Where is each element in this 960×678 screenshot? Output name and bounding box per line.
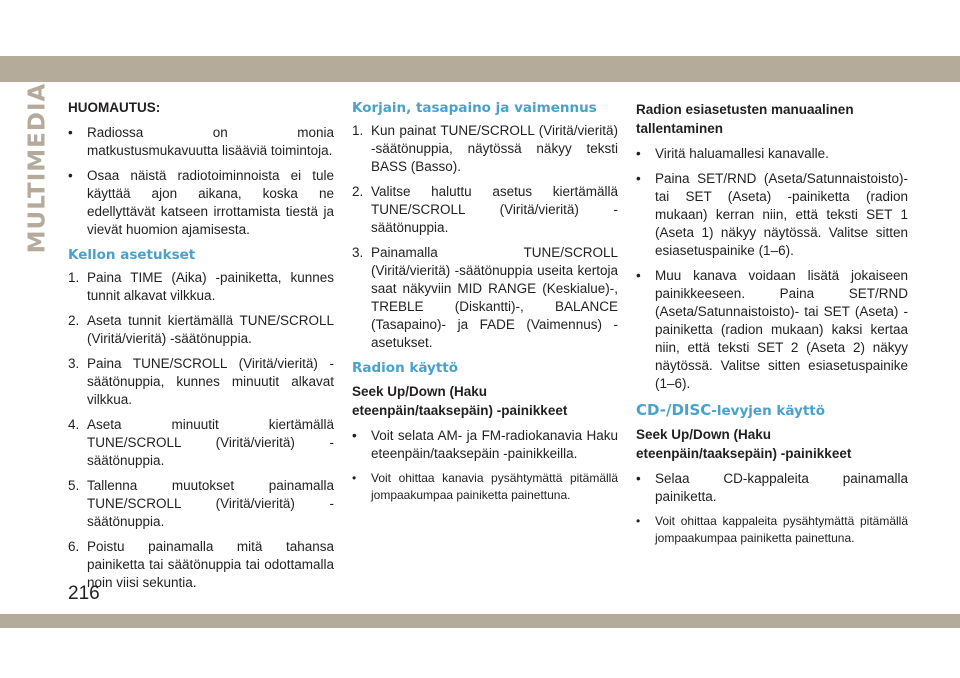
clock-step-text: Poistu painamalla mitä tahansa painiketta tai säätönuppia tai odottamalla noin viisi sekuntia. <box>87 539 334 590</box>
bullet: • <box>636 146 641 161</box>
tone-heading: Korjain, tasapaino ja vaimennus <box>352 100 597 116</box>
tone-step-text: Kun painat TUNE/SCROLL (Viritä/vieritä) -säätönuppia, näytössä näkyy teksti BASS (Basso). <box>371 123 618 174</box>
clock-step <box>68 477 334 531</box>
section-side-tab <box>22 82 52 254</box>
bullet: • <box>352 428 357 443</box>
cd-item <box>636 470 908 506</box>
bullet: • <box>68 125 73 140</box>
preset-item-text: Muu kanava voidaan lisätä jokaiseen painikkeeseen. Paina SET/RND (Aseta/Satunnaistoisto)- tai SET (Aseta) -painiketta (radion mukaan) kaksi kertaa niin, että teksti SET 2 (Aseta 2) näkyy näytössä. Valitse sitten esiasetuspainike (1–6). <box>655 268 908 391</box>
note-item-text: Radiossa on monia matkustusmukavuutta lisääviä toimintoja. <box>87 125 334 158</box>
tone-step-text: Painamalla TUNE/SCROLL (Viritä/vieritä) -säätönuppia useita kertoja saat näkyviin MID RANGE (Keskialue)-, TREBLE (Diskantti)-, BALANCE (Tasapaino)- ja FADE (Vaimennus) -asetukset. <box>371 245 618 350</box>
bullet: • <box>636 514 641 528</box>
bullet: • <box>352 471 357 485</box>
seek-item-text: Voit selata AM- ja FM-radiokanavia Haku eteenpäin/taaksepäin -painikkeilla. <box>371 428 618 461</box>
top-margin <box>0 0 960 56</box>
seek-heading: Seek Up/Down (Haku eteenpäin/taaksepäin) -painikkeet <box>352 384 568 418</box>
tone-step-text: Valitse haluttu asetus kiertämällä TUNE/SCROLL (Viritä/vieritä) -säätönuppia. <box>371 184 618 235</box>
bullet: • <box>636 171 641 186</box>
page-number: 216 <box>68 583 100 604</box>
step-number: 2. <box>352 184 364 199</box>
column-right <box>636 100 908 554</box>
bullet: • <box>636 471 641 486</box>
note-heading: HUOMAUTUS: <box>68 100 161 115</box>
clock-step-text: Aseta minuutit kiertämällä TUNE/SCROLL (Viritä/vieritä) -säätönuppia. <box>87 417 334 468</box>
cd-seek-heading: Seek Up/Down (Haku eteenpäin/taaksepäin) -painikkeet <box>636 427 852 461</box>
step-number: 5. <box>68 478 80 493</box>
footer-band <box>0 614 960 628</box>
column-middle <box>352 100 618 511</box>
step-number: 6. <box>68 539 80 554</box>
step-number: 1. <box>68 270 80 285</box>
step-number: 2. <box>68 313 80 328</box>
preset-item-text: Paina SET/RND (Aseta/Satunnaistoisto)- tai SET (Aseta) -painiketta (radion mukaan) kerran niin, että teksti SET 1 (Aseta 1) näkyy näytössä. Valitse sitten esiasetuspainike (1–6). <box>655 171 908 258</box>
column-left <box>68 100 334 599</box>
note-item <box>68 124 334 160</box>
note-item <box>68 167 334 239</box>
cd-heading <box>636 401 908 419</box>
side-tab-label: MULTIMEDIA <box>24 82 50 254</box>
clock-step-text: Paina TUNE/SCROLL (Viritä/vieritä) -säätönuppia, kunnes minuutit alkavat vilkkua. <box>87 356 334 407</box>
cd-item-text: Selaa CD-kappaleita painamalla painiketta. <box>655 471 908 504</box>
preset-item <box>636 267 908 393</box>
clock-step-text: Paina TIME (Aika) -painiketta, kunnes tunnit alkavat vilkkua. <box>87 270 334 303</box>
tone-step <box>352 122 618 176</box>
preset-item <box>636 145 908 163</box>
clock-step <box>68 416 334 470</box>
cd-heading-rest: -levyjen käyttö <box>711 403 826 419</box>
bullet: • <box>636 268 641 283</box>
seek-item <box>352 470 618 504</box>
preset-item-text: Viritä haluamallesi kanavalle. <box>655 146 829 161</box>
header-band <box>0 56 960 82</box>
clock-step <box>68 355 334 409</box>
clock-step <box>68 269 334 305</box>
seek-item-text: Voit ohittaa kanavia pysähtymättä pitämällä jompaakumpaa painiketta painettuna. <box>371 471 618 502</box>
tone-step <box>352 244 618 352</box>
preset-item <box>636 170 908 260</box>
clock-step-text: Tallenna muutokset painamalla TUNE/SCROLL (Viritä/vieritä) -säätönuppia. <box>87 478 334 529</box>
cd-heading-main: CD-/DISC <box>636 401 712 419</box>
cd-item-text: Voit ohittaa kappaleita pysähtymättä pitämällä jompaakumpaa painiketta painettuna. <box>655 514 908 545</box>
step-number: 1. <box>352 123 364 138</box>
bottom-margin <box>0 628 960 678</box>
clock-step <box>68 312 334 348</box>
bullet: • <box>68 168 73 183</box>
radio-heading: Radion käyttö <box>352 360 459 376</box>
clock-settings-heading: Kellon asetukset <box>68 247 196 263</box>
seek-item <box>352 427 618 463</box>
step-number: 3. <box>68 356 80 371</box>
clock-step-text: Aseta tunnit kiertämällä TUNE/SCROLL (Viritä/vieritä) -säätönuppia. <box>87 313 334 346</box>
preset-heading: Radion esiasetusten manuaalinen tallentaminen <box>636 102 854 136</box>
step-number: 3. <box>352 245 364 260</box>
step-number: 4. <box>68 417 80 432</box>
note-item-text: Osaa näistä radiotoiminnoista ei tule käyttää ajon aikana, koska ne edellyttävät katseen irrottamista tiestä ja vievät huomion ajamisesta. <box>87 168 334 237</box>
tone-step <box>352 183 618 237</box>
cd-item <box>636 513 908 547</box>
clock-step <box>68 538 334 592</box>
